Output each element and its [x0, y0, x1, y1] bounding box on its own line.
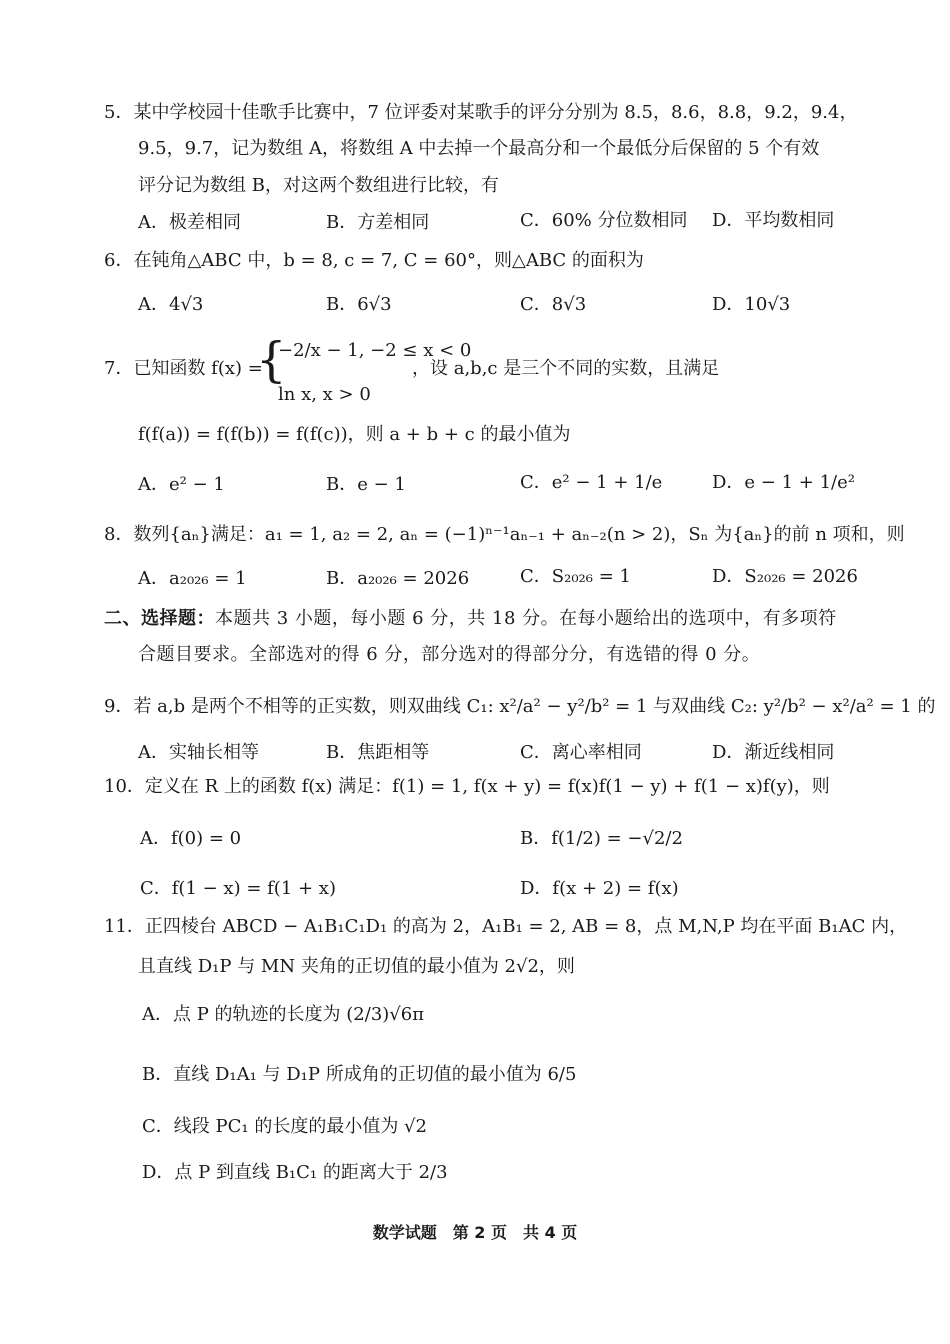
- q7-case-2: ln x, x > 0: [278, 384, 371, 405]
- q8-line-1: 8．数列{aₙ}满足：a₁ = 1, a₂ = 2, aₙ = (−1)ⁿ⁻¹aₙ₋₁ + aₙ₋₂(n > 2)，Sₙ 为{aₙ}的前 n 项和，则: [104, 524, 905, 545]
- q8-option-c: C．S₂₀₂₆ = 1: [520, 566, 631, 587]
- section-2-instructions-2: 合题目要求。全部选对的得 6 分，部分选对的得部分分，有选错的得 0 分。: [138, 644, 761, 665]
- q7-option-c: C．e² − 1 + 1/e: [520, 472, 663, 493]
- q11-line-1: 11．正四棱台 ABCD − A₁B₁C₁D₁ 的高为 2，A₁B₁ = 2, AB = 8，点 M,N,P 均在平面 B₁AC 内，: [104, 916, 908, 937]
- q6-option-d: D．10√3: [712, 294, 791, 315]
- q10-option-c: C．f(1 − x) = f(1 + x): [140, 878, 336, 899]
- q11-option-a: A．点 P 的轨迹的长度为 (2/3)√6π: [142, 1004, 425, 1025]
- q9-option-a: A．实轴长相等: [138, 742, 259, 763]
- q8-option-d: D．S₂₀₂₆ = 2026: [712, 566, 858, 587]
- q5-option-c: C．60% 分位数相同: [520, 210, 688, 231]
- q5-line-1: 5．某中学校园十佳歌手比赛中，7 位评委对某歌手的评分分别为 8.5，8.6，8.8，9.2，9.4，: [104, 102, 858, 123]
- q6-option-a: A．4√3: [138, 294, 204, 315]
- q7-suffix: ，设 a,b,c 是三个不同的实数，且满足: [412, 358, 720, 379]
- q11-option-d: D．点 P 到直线 B₁C₁ 的距离大于 2/3: [142, 1162, 448, 1183]
- q8-option-b: B．a₂₀₂₆ = 2026: [326, 568, 470, 589]
- q5-line-3: 评分记为数组 B，对这两个数组进行比较，有: [138, 175, 499, 196]
- q6-option-c: C．8√3: [520, 294, 587, 315]
- q10-option-a: A．f(0) = 0: [140, 828, 242, 849]
- page-footer: 数学试题 第 2 页 共 4 页: [372, 1223, 578, 1242]
- q7-option-d: D．e − 1 + 1/e²: [712, 472, 855, 493]
- section-2-instructions-1: 本题共 3 小题，每小题 6 分，共 18 分。在每小题给出的选项中，有多项符: [215, 608, 837, 629]
- section-2-title: 二、选择题：: [104, 608, 215, 629]
- q8-option-a: A．a₂₀₂₆ = 1: [138, 568, 247, 589]
- q7-option-b: B．e − 1: [326, 474, 406, 495]
- section-2-heading: [104, 608, 837, 630]
- q9-option-c: C．离心率相同: [520, 742, 642, 763]
- q11-option-b: B．直线 D₁A₁ 与 D₁P 所成角的正切值的最小值为 6/5: [142, 1064, 577, 1085]
- q5-line-2: 9.5，9.7，记为数组 A，将数组 A 中去掉一个最高分和一个最低分后保留的 5 个有效: [138, 138, 820, 159]
- q10-option-d: D．f(x + 2) = f(x): [520, 878, 679, 899]
- q5-option-b: B．方差相同: [326, 212, 430, 233]
- q6-line-1: 6．在钝角△ABC 中，b = 8, c = 7, C = 60°，则△ABC 的面积为: [104, 250, 644, 271]
- q5-option-d: D．平均数相同: [712, 210, 835, 231]
- q7-prefix: 7．已知函数 f(x) =: [104, 358, 263, 379]
- q9-option-d: D．渐近线相同: [712, 742, 835, 763]
- q7-option-a: A．e² − 1: [138, 474, 225, 495]
- q6-option-b: B．6√3: [326, 294, 392, 315]
- q11-line-2: 且直线 D₁P 与 MN 夹角的正切值的最小值为 2√2，则: [138, 956, 575, 977]
- q7-piecewise-brace: {: [256, 332, 287, 388]
- q11-option-c: C．线段 PC₁ 的长度的最小值为 √2: [142, 1116, 427, 1137]
- q9-line-1: 9．若 a,b 是两个不相等的正实数，则双曲线 C₁: x²/a² − y²/b² = 1 与双曲线 C₂: y²/b² − x²/a² = 1 的: [104, 696, 936, 717]
- q9-option-b: B．焦距相等: [326, 742, 430, 763]
- q10-option-b: B．f(1/2) = −√2/2: [520, 828, 683, 849]
- q7-line-2: f(f(a)) = f(f(b)) = f(f(c))，则 a + b + c 的最小值为: [138, 424, 571, 445]
- q5-option-a: A．极差相同: [138, 212, 241, 233]
- q7-case-1: −2/x − 1, −2 ≤ x < 0: [278, 340, 472, 361]
- q10-line-1: 10．定义在 R 上的函数 f(x) 满足：f(1) = 1, f(x + y) = f(x)f(1 − y) + f(1 − x)f(y)，则: [104, 776, 830, 797]
